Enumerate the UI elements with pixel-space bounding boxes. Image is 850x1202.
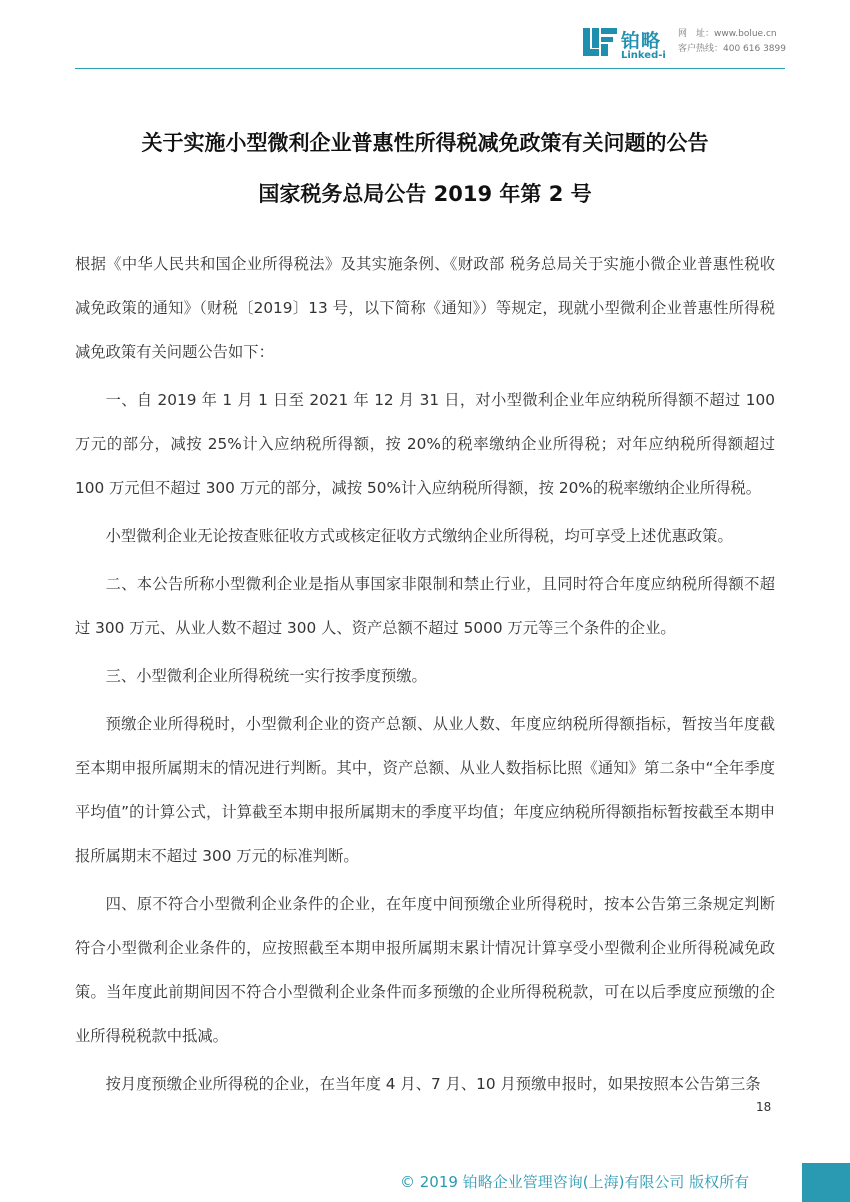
page-header (0, 0, 850, 70)
paragraph-article-4: 四、原不符合小型微利企业条件的企业，在年度中间预缴企业所得税时，按本公告第三条规定判断符合小型微利企业条件的，应按照截至本期申报所属期末累计情况计算享受小型微利企业所得税减免政策。当年度此前期间因不符合小型微利企业条件而多预缴的企业所得税税款，可在以后季度应预缴的企业所得税税款中抵减。 (75, 895, 775, 1045)
contact-info (678, 27, 786, 57)
paragraph-article-1: 一、自 2019 年 1 月 1 日至 2021 年 12 月 31 日，对小型微利企业年应纳税所得额不超过 100 万元的部分，减按 25%计入应纳税所得额，按 20%的税率缴纳企业所得税；对年应纳税所得额超过 100 万元但不超过 300 万元的部分，减按 50%计入应纳税所得额，按 20%的税率缴纳企业所得税。 (75, 391, 775, 497)
paragraph-article-3: 三、小型微利企业所得税统一实行按季度预缴。 (105, 667, 427, 685)
page-number: 18 (756, 1100, 772, 1114)
document-title: 关于实施小型微利企业普惠性所得税减免政策有关问题的公告 (141, 131, 709, 155)
document-subtitle: 国家税务总局公告 2019 年第 2 号 (258, 182, 592, 206)
hotline-text: 客户热线：400 616 3899 (678, 44, 786, 54)
paragraph-article-2: 二、本公告所称小型微利企业是指从事国家非限制和禁止行业，且同时符合年度应纳税所得额不超过 300 万元、从业人数不超过 300 人、资产总额不超过 5000 万元等三个条件的企业。 (75, 575, 775, 637)
paragraph-intro: 根据《中华人民共和国企业所得税法》及其实施条例、《财政部 税务总局关于实施小微企业普惠性税收减免政策的通知》（财税〔2019〕13 号，以下简称《通知》）等规定，现就小型微利企业普惠性所得税减免政策有关问题公告如下： (75, 255, 775, 361)
footer-corner-block (802, 1163, 850, 1202)
paragraph-article-4-monthly: 按月度预缴企业所得税的企业，在当年度 4 月、7 月、10 月预缴申报时，如果按照本公告第三条 (105, 1075, 761, 1093)
header-divider (75, 68, 785, 69)
linked-i-logo-icon (583, 28, 617, 56)
paragraph-article-1-note: 小型微利企业无论按查账征收方式或核定征收方式缴纳企业所得税，均可享受上述优惠政策。 (105, 527, 733, 545)
footer-copyright: © 2019 铂略企业管理咨询(上海)有限公司 版权所有 (400, 1173, 750, 1191)
logo-en-text: Linked-i (621, 50, 666, 61)
document-body (75, 242, 775, 1110)
logo-cn-text: 铂略 (621, 30, 662, 52)
paragraph-article-3-detail: 预缴企业所得税时，小型微利企业的资产总额、从业人数、年度应纳税所得额指标，暂按当年度截至本期申报所属期末的情况进行判断。其中，资产总额、从业人数指标比照《通知》第二条中“全年季度平均值”的计算公式，计算截至本期申报所属期末的季度平均值；年度应纳税所得额指标暂按截至本期申报所属期末不超过 300 万元的标准判断。 (75, 715, 775, 865)
website-text: 网 址：www.bolue.cn (678, 29, 777, 39)
